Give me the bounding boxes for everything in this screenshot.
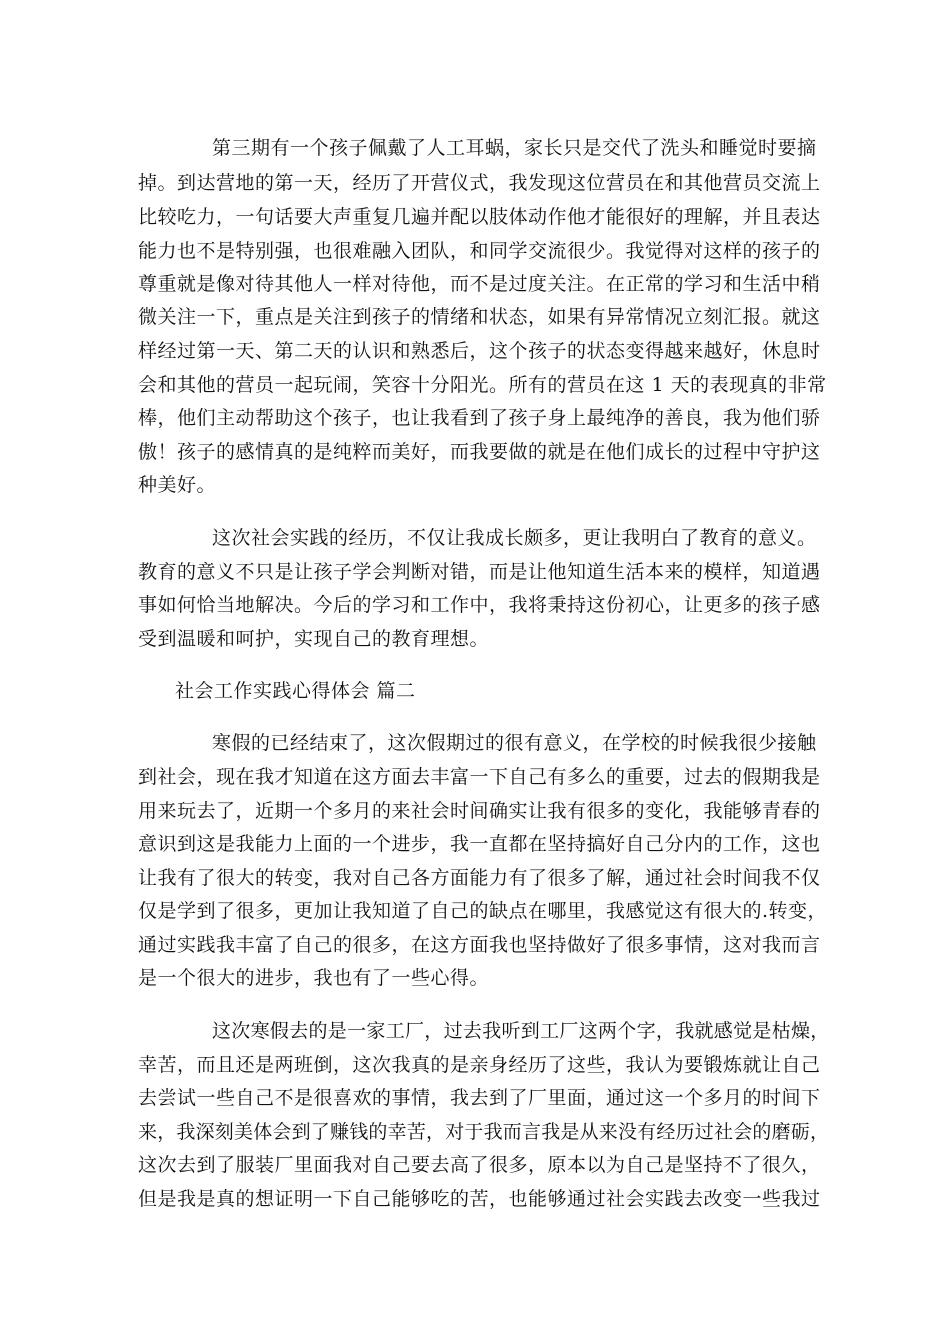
text-line: 去尝试一些自己不是很喜欢的事情，我去到了厂里面，通过这一个多月的时间下 [138, 1087, 821, 1109]
section-heading: 社会工作实践心得体会 篇二 [175, 680, 416, 702]
text-line: 种美好。 [138, 474, 217, 496]
text-line: 傲！孩子的感情真的是纯粹而美好，而我要做的就是在他们成长的过程中守护这 [138, 441, 821, 463]
text-line: 寒假的已经结束了，这次假期过的很有意义，在学校的时候我很少接触 [212, 732, 817, 754]
text-line: 教育的意义不只是让孩子学会判断对错，而是让他知道生活本来的模样，知道遇 [138, 561, 821, 583]
text-line: 这次去到了服装厂里面我对自己要去高了很多，原本以为自己是坚持不了很久， [138, 1154, 821, 1176]
text-line: 幸苦，而且还是两班倒，这次我真的是亲身经历了这些，我认为要锻炼就让自己 [138, 1054, 821, 1076]
text-line: 会和其他的营员一起玩闹，笑容十分阳光。所有的营员在这 1 天的表现真的非常 [138, 374, 827, 396]
text-line: 但是我是真的想证明一下自己能够吃的苦，也能够通过社会实践去改变一些我过 [138, 1188, 821, 1210]
text-line: 来，我深刻美体会到了赚钱的幸苦，对于我而言我是从来没有经历过社会的磨砺， [138, 1121, 830, 1143]
text-line: 到社会，现在我才知道在这方面去丰富一下自己有多么的重要，过去的假期我是 [138, 766, 821, 788]
text-line: 事如何恰当地解决。今后的学习和工作中，我将秉持这份初心，让更多的孩子感 [138, 594, 821, 616]
text-line: 微关注一下，重点是关注到孩子的情绪和状态，如果有异常情况立刻汇报。就这 [138, 306, 821, 328]
text-line: 样经过第一天、第二天的认识和熟悉后，这个孩子的状态变得越来越好，休息时 [138, 340, 821, 362]
text-line: 能力也不是特别强，也很难融入团队，和同学交流很少。我觉得对这样的孩子的 [138, 240, 821, 262]
text-line: 尊重就是像对待其他人一样对待他，而不是过度关注。在正常的学习和生活中稍 [138, 273, 821, 295]
text-line: 掉。到达营地的第一天，经历了开营仪式，我发现这位营员在和其他营员交流上 [138, 172, 821, 194]
text-line: 第三期有一个孩子佩戴了人工耳蜗，家长只是交代了洗头和睡觉时要摘 [212, 137, 817, 159]
text-line: 用来玩去了，近期一个多月的来社会时间确实让我有很多的变化，我能够青春的 [138, 800, 821, 822]
text-line: 仅是学到了很多，更加让我知道了自己的缺点在哪里，我感觉这有很大的.转变， [138, 900, 828, 922]
text-line: 意识到这是我能力上面的一个进步，我一直都在坚持搞好自己分内的工作，这也 [138, 833, 821, 855]
text-line: 通过实践我丰富了自己的很多，在这方面我也坚持做好了很多事情，这对我而言 [138, 934, 821, 956]
text-line: 棒，他们主动帮助这个孩子，也让我看到了孩子身上最纯净的善良，我为他们骄 [138, 407, 821, 429]
text-line: 是一个很大的进步，我也有了一些心得。 [138, 967, 490, 989]
text-line: 这次社会实践的经历，不仅让我成长颇多，更让我明白了教育的意义。 [212, 527, 817, 549]
text-line: 让我有了很大的转变，我对自己各方面能力有了很多了解，通过社会时间我不仅 [138, 867, 821, 889]
text-line: 这次寒假去的是一家工厂，过去我听到工厂这两个字，我就感觉是枯燥， [212, 1020, 830, 1042]
text-line: 受到温暖和呵护，实现自己的教育理想。 [138, 628, 490, 650]
text-line: 比较吃力，一句话要大声重复几遍并配以肢体动作他才能很好的理解，并且表达 [138, 206, 821, 228]
